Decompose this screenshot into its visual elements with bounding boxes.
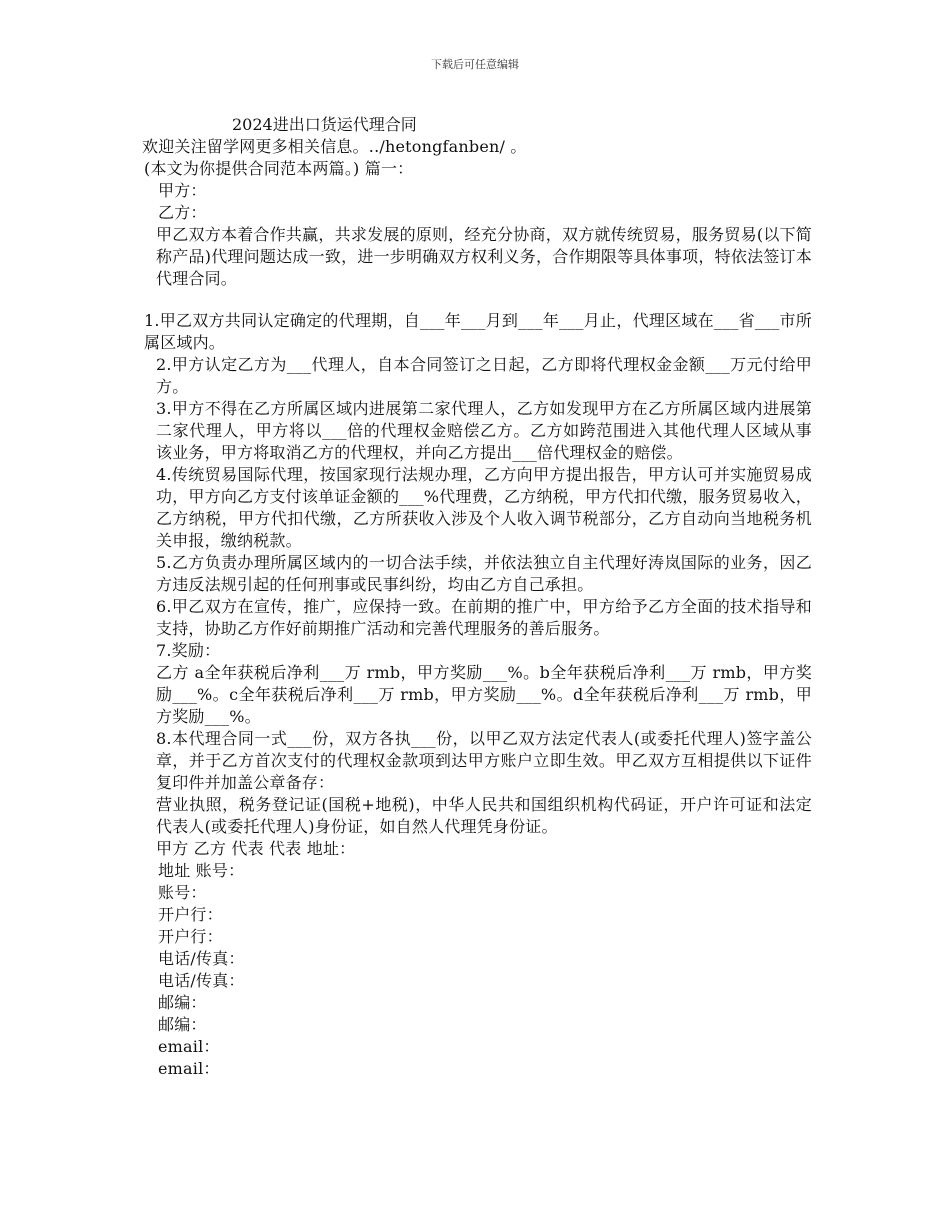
intro-line-2: (本文为你提供合同范本两篇。) 篇一： xyxy=(144,159,414,178)
clause-8: 8.本代理合同一式___份，双方各执___份，以甲乙双方法定代表人(或委托代理人)签字盖公章，并于乙方首次支付的代理权金款项到达甲方账户立即生效。甲乙双方互相提供以下证件复印件并加盖公章备存： xyxy=(156,729,812,792)
signature-line-8: 邮编： xyxy=(158,993,207,1012)
signature-line-3: 账号： xyxy=(158,883,207,902)
intro-line-1: 欢迎关注留学网更多相关信息。../hetongfanben/ 。 xyxy=(142,137,527,156)
document-title: 2024进出口货运代理合同 xyxy=(232,115,417,134)
page-header-note: 下载后可任意编辑 xyxy=(431,58,519,71)
signature-line-5: 开户行： xyxy=(158,927,223,946)
clause-7-title: 7.奖励： xyxy=(156,641,221,660)
clause-4: 4.传统贸易国际代理，按国家现行法规办理，乙方向甲方提出报告，甲方认可并实施贸易成功，甲方向乙方支付该单证金额的___%代理费，乙方纳税，甲方代扣代缴，服务贸易收入，乙方纳税，甲方代扣代缴，乙方所获收入涉及个人收入调节税部分，乙方自动向当地税务机关申报，缴纳税款。 xyxy=(156,465,812,550)
clause-6: 6.甲乙双方在宣传，推广，应保持一致。在前期的推广中，甲方给予乙方全面的技术指导和支持，协助乙方作好前期推广活动和完善代理服务的善后服务。 xyxy=(156,597,812,638)
party-a-label: 甲方： xyxy=(158,181,207,200)
preamble-paragraph: 甲乙双方本着合作共赢，共求发展的原则，经充分协商，双方就传统贸易，服务贸易(以下简称产品)代理问题达成一致，进一步明确双方权利义务，合作期限等具体事项，特依法签订本代理合同。 xyxy=(156,225,812,288)
contract-document xyxy=(142,114,812,1080)
signature-line-7: 电话/传真： xyxy=(158,971,245,990)
clause-5: 5.乙方负责办理所属区域内的一切合法手续，并依法独立自主代理好涛岚国际的业务，因乙方违反法规引起的任何刑事或民事纠纷，均由乙方自己承担。 xyxy=(156,553,812,594)
signature-line-9: 邮编： xyxy=(158,1015,207,1034)
paragraph-gap xyxy=(142,290,812,310)
signature-line-2: 地址 账号： xyxy=(158,861,245,880)
clause-7-body: 乙方 a全年获税后净利___万 rmb，甲方奖励___%。b全年获税后净利___万 rmb，甲方奖励___%。c全年获税后净利___万 rmb，甲方奖励___%。d全年获税后净利___万 rmb，甲方奖励___%。 xyxy=(156,663,812,726)
clause-1: 1.甲乙双方共同认定确定的代理期，自___年___月到___年___月止，代理区域在___省___市所属区域内。 xyxy=(144,311,812,352)
signature-line-4: 开户行： xyxy=(158,905,223,924)
clause-3: 3.甲方不得在乙方所属区域内进展第二家代理人，乙方如发现甲方在乙方所属区域内进展第二家代理人，甲方将以___倍的代理权金赔偿乙方。乙方如跨范围进入其他代理人区域从事该业务，甲方将取消乙方的代理权，并向乙方提出___倍代理权金的赔偿。 xyxy=(156,399,812,462)
signature-line-1: 甲方 乙方 代表 代表 地址： xyxy=(156,839,356,858)
party-b-label: 乙方： xyxy=(158,203,207,222)
signature-line-11: email： xyxy=(158,1059,220,1078)
documents-list: 营业执照，税务登记证(国税+地税)，中华人民共和国组织机构代码证，开户许可证和法定代表人(或委托代理人)身份证，如自然人代理凭身份证。 xyxy=(156,795,812,836)
signature-line-10: email： xyxy=(158,1037,220,1056)
signature-line-6: 电话/传真： xyxy=(158,949,245,968)
clause-2: 2.甲方认定乙方为___代理人，自本合同签订之日起，乙方即将代理权金金额___万元付给甲方。 xyxy=(156,355,812,396)
